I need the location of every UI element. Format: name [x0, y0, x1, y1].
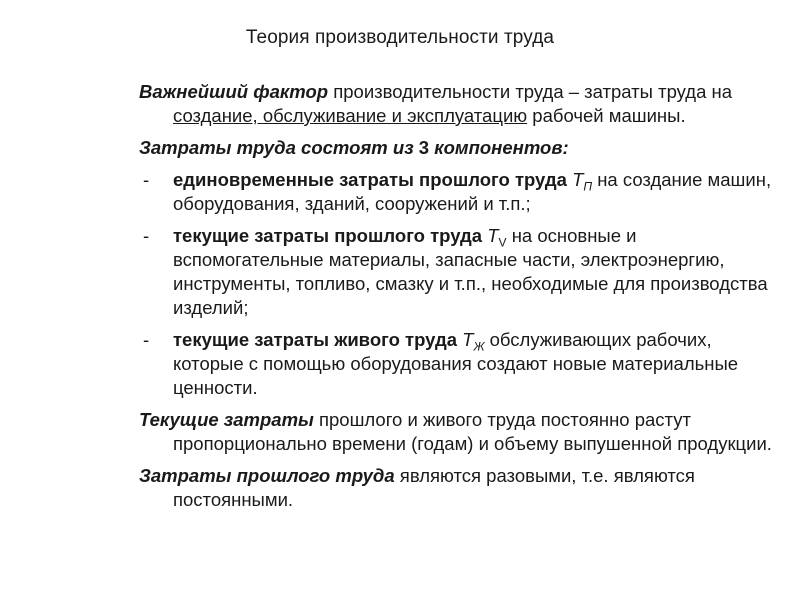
bullet-current-living-labor [139, 328, 779, 400]
main-factor-tail: рабочей машины. [527, 105, 686, 126]
slide-title: Теория производительности труда [245, 27, 555, 48]
past-labor-lead: Затраты прошлого труда [139, 465, 395, 486]
main-factor-underlined: создание, обслуживание и эксплуатацию [173, 105, 528, 126]
current-costs-lead: Текущие затраты [139, 409, 314, 430]
components-tail: компонентов: [434, 137, 569, 158]
bullet-dash: - [143, 225, 150, 246]
main-factor-lead: Важнейший фактор [139, 81, 329, 102]
past-labor-tail: являются разовыми, т.е. являются постоянными. [173, 465, 695, 510]
bullet-bold-text: единовременные затраты прошлого труда [173, 169, 573, 190]
bullet-rest-text: на создание машин, оборудования, зданий, сооружений и т.п.; [173, 169, 772, 214]
main-factor-mid: производительности труда – затраты труда на [328, 81, 733, 102]
paragraph-current-costs [139, 408, 779, 456]
current-costs-tail: прошлого и живого труда постоянно растут пропорционально времени (годам) и объему выпушенной продукции. [173, 409, 772, 454]
bullet-dash: - [143, 329, 150, 350]
components-number: 3 [413, 137, 435, 158]
bullet-one-time-past-labor [139, 168, 779, 216]
bullet-current-past-labor [139, 224, 779, 320]
bullet-bold-text: текущие затраты прошлого труда [173, 225, 488, 246]
symbol-t: T [487, 225, 499, 246]
symbol-t: T [572, 169, 584, 190]
slide-body [139, 80, 779, 520]
bullet-bold-text: текущие затраты живого труда [173, 329, 463, 350]
components-lead: Затраты труда состоят из [139, 137, 414, 158]
paragraph-components [139, 136, 779, 160]
paragraph-past-labor-costs [139, 464, 779, 512]
bullet-rest-text: на основные и вспомогательные материалы, запасные части, электроэнергию, инструменты, топливо, смазку и т.п., необходимые для производства изделий; [173, 225, 768, 318]
symbol-t: T [462, 329, 474, 350]
bullet-rest-text: обслуживающих рабочих, которые с помощью оборудования создают новые материальные ценности. [173, 329, 739, 398]
symbol-subscript: V [498, 235, 507, 250]
bullet-dash: - [143, 169, 150, 190]
symbol-subscript: Ж [473, 339, 485, 354]
paragraph-main-factor [139, 80, 779, 128]
symbol-subscript: П [583, 179, 593, 194]
